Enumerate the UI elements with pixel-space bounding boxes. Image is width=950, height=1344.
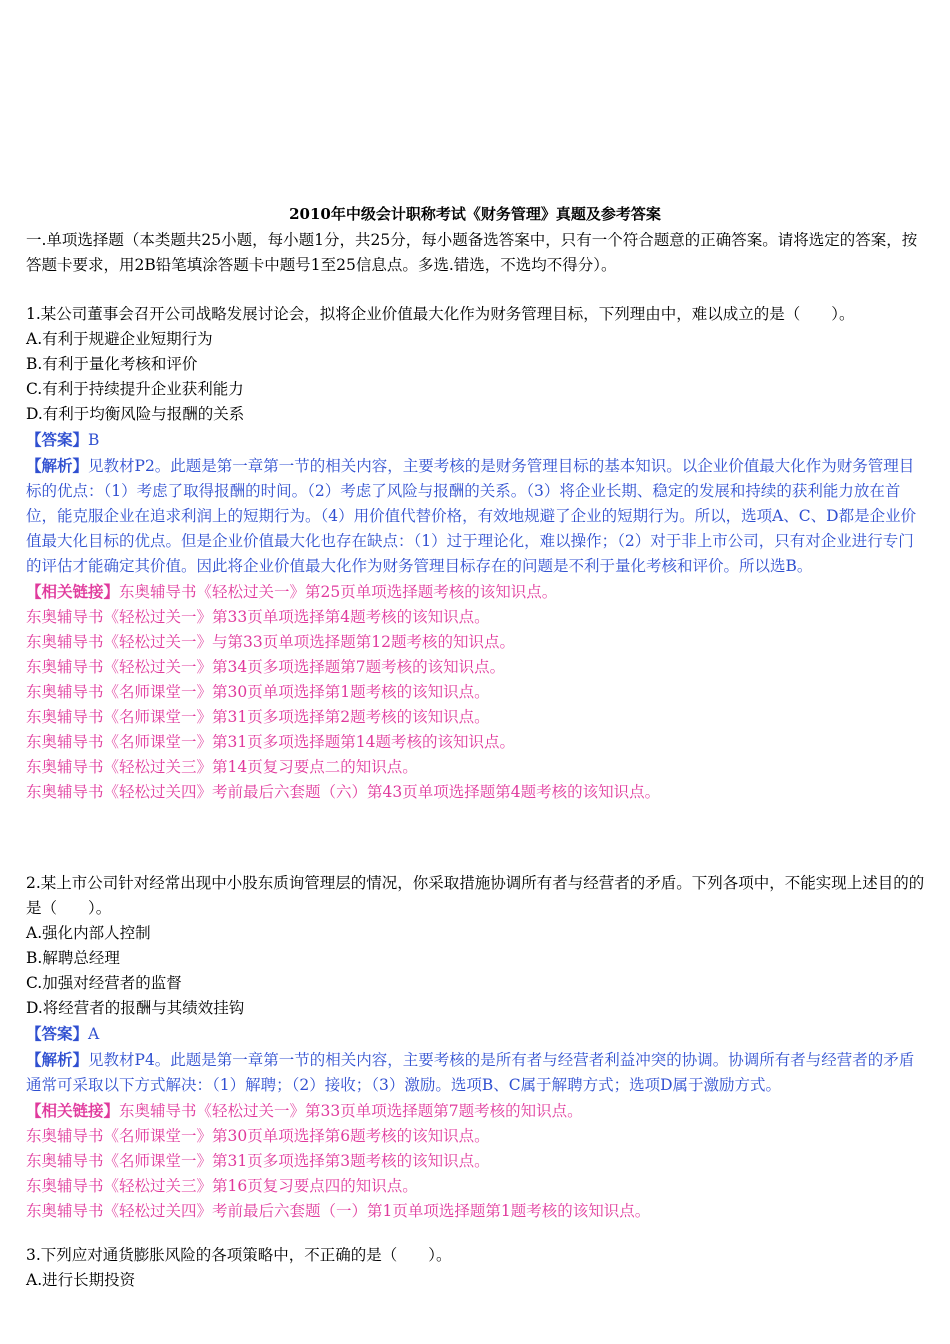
related-link-line: 东奥辅导书《名师课堂一》第30页单项选择第1题考核的该知识点。: [26, 683, 490, 701]
related-link-text: 东奥辅导书《轻松过关一》第33页单项选择题第7题考核的知识点。: [119, 1102, 583, 1120]
related-link-line: 东奥辅导书《轻松过关一》与第33页单项选择题第12题考核的知识点。: [26, 633, 515, 651]
option-d: D.将经营者的报酬与其绩效挂钩: [26, 999, 245, 1017]
analysis-text: 见教材P4。此题是第一章第一节的相关内容，主要考核的是所有者与经营者利益冲突的协调。协调所有者与经营者的矛盾通常可采取以下方式解决：（1）解聘；（2）接收；（3）激励。选项B、C属于解聘方式；选项D属于激励方式。: [26, 1051, 915, 1094]
option-c: C.有利于持续提升企业获利能力: [26, 380, 244, 398]
related-link-line: 东奥辅导书《名师课堂一》第30页单项选择第6题考核的该知识点。: [26, 1127, 490, 1145]
question-3: [26, 1243, 928, 1293]
answer-value: B: [88, 431, 100, 449]
question-2: [26, 871, 928, 1224]
question-stem: 1.某公司董事会召开公司战略发展讨论会，拟将企业价值最大化作为财务管理目标，下列理由中，难以成立的是（ ）。: [26, 305, 855, 323]
analysis-text: 见教材P2。此题是第一章第一节的相关内容，主要考核的是财务管理目标的基本知识。以企业价值最大化作为财务管理目标的优点：（1）考虑了取得报酬的时间。（2）考虑了风险与报酬的关系。（3）将企业长期、稳定的发展和持续的获利能力放在首位，能克服企业在追求利润上的短期行为。（4）用价值代替价格，有效地规避了企业的短期行为。所以，选项A、C、D都是企业价值最大化目标的优点。但是企业价值最大化也存在缺点：（1）过于理论化，难以操作；（2）对于非上市公司，只有对企业进行专门的评估才能确定其价值。因此将企业价值最大化作为财务管理目标存在的问题是不利于量化考核和评价。所以选B。: [26, 457, 917, 575]
analysis-paragraph: [26, 453, 928, 579]
option-c: C.加强对经营者的监督: [26, 974, 182, 992]
related-link-line: 东奥辅导书《轻松过关三》第14页复习要点二的知识点。: [26, 758, 418, 776]
option-a: A.进行长期投资: [26, 1271, 136, 1289]
related-link-line: 东奥辅导书《轻松过关一》第34页多项选择题第7题考核的该知识点。: [26, 658, 506, 676]
related-link-line: 东奥辅导书《轻松过关四》考前最后六套题（六）第43页单项选择题第4题考核的该知识点。: [26, 783, 661, 801]
answer-line: [26, 1021, 928, 1047]
related-link-line: [26, 579, 928, 605]
question-1: [26, 302, 928, 805]
question-stem: 3.下列应对通货膨胀风险的各项策略中，不正确的是（ ）。: [26, 1246, 452, 1264]
answer-tag: 【答案】: [26, 1024, 89, 1043]
related-link-tag: 【相关链接】: [26, 582, 120, 601]
option-a: A.强化内部人控制: [26, 924, 151, 942]
analysis-tag: 【解析】: [26, 456, 89, 475]
related-link-line: 东奥辅导书《名师课堂一》第31页多项选择第2题考核的该知识点。: [26, 708, 490, 726]
related-link-line: [26, 1098, 928, 1124]
document-title: 2010年中级会计职称考试《财务管理》真题及参考答案: [289, 205, 661, 223]
related-link-tag: 【相关链接】: [26, 1101, 120, 1120]
related-link-line: 东奥辅导书《轻松过关三》第16页复习要点四的知识点。: [26, 1177, 418, 1195]
question-stem: 2.某上市公司针对经常出现中小股东质询管理层的情况，你采取措施协调所有者与经营者的矛盾。下列各项中，不能实现上述目的的是（ ）。: [26, 874, 925, 917]
related-link-line: 东奥辅导书《轻松过关四》考前最后六套题（一）第1页单项选择题第1题考核的该知识点。: [26, 1202, 651, 1220]
related-link-line: 东奥辅导书《轻松过关一》第33页单项选择第4题考核的该知识点。: [26, 608, 490, 626]
answer-line: [26, 427, 928, 453]
section-heading: [26, 228, 928, 278]
related-link-line: 东奥辅导书《名师课堂一》第31页多项选择第3题考核的该知识点。: [26, 1152, 490, 1170]
answer-value: A: [88, 1025, 100, 1043]
related-link-line: 东奥辅导书《名师课堂一》第31页多项选择题第14题考核的该知识点。: [26, 733, 515, 751]
related-link-text: 东奥辅导书《轻松过关一》第25页单项选择题考核的该知识点。: [119, 583, 558, 601]
option-d: D.有利于均衡风险与报酬的关系: [26, 405, 245, 423]
analysis-paragraph: [26, 1047, 928, 1098]
option-b: B.有利于量化考核和评价: [26, 355, 198, 373]
option-b: B.解聘总经理: [26, 949, 120, 967]
answer-tag: 【答案】: [26, 430, 89, 449]
section-heading-text: 一.单项选择题（本类题共25小题，每小题1分，共25分，每小题备选答案中，只有一个符合题意的正确答案。请将选定的答案，按答题卡要求，用2B铅笔填涂答题卡中题号1至25信息点。多选.错选，不选均不得分）。: [26, 231, 918, 274]
analysis-tag: 【解析】: [26, 1050, 89, 1069]
option-a: A.有利于规避企业短期行为: [26, 330, 213, 348]
